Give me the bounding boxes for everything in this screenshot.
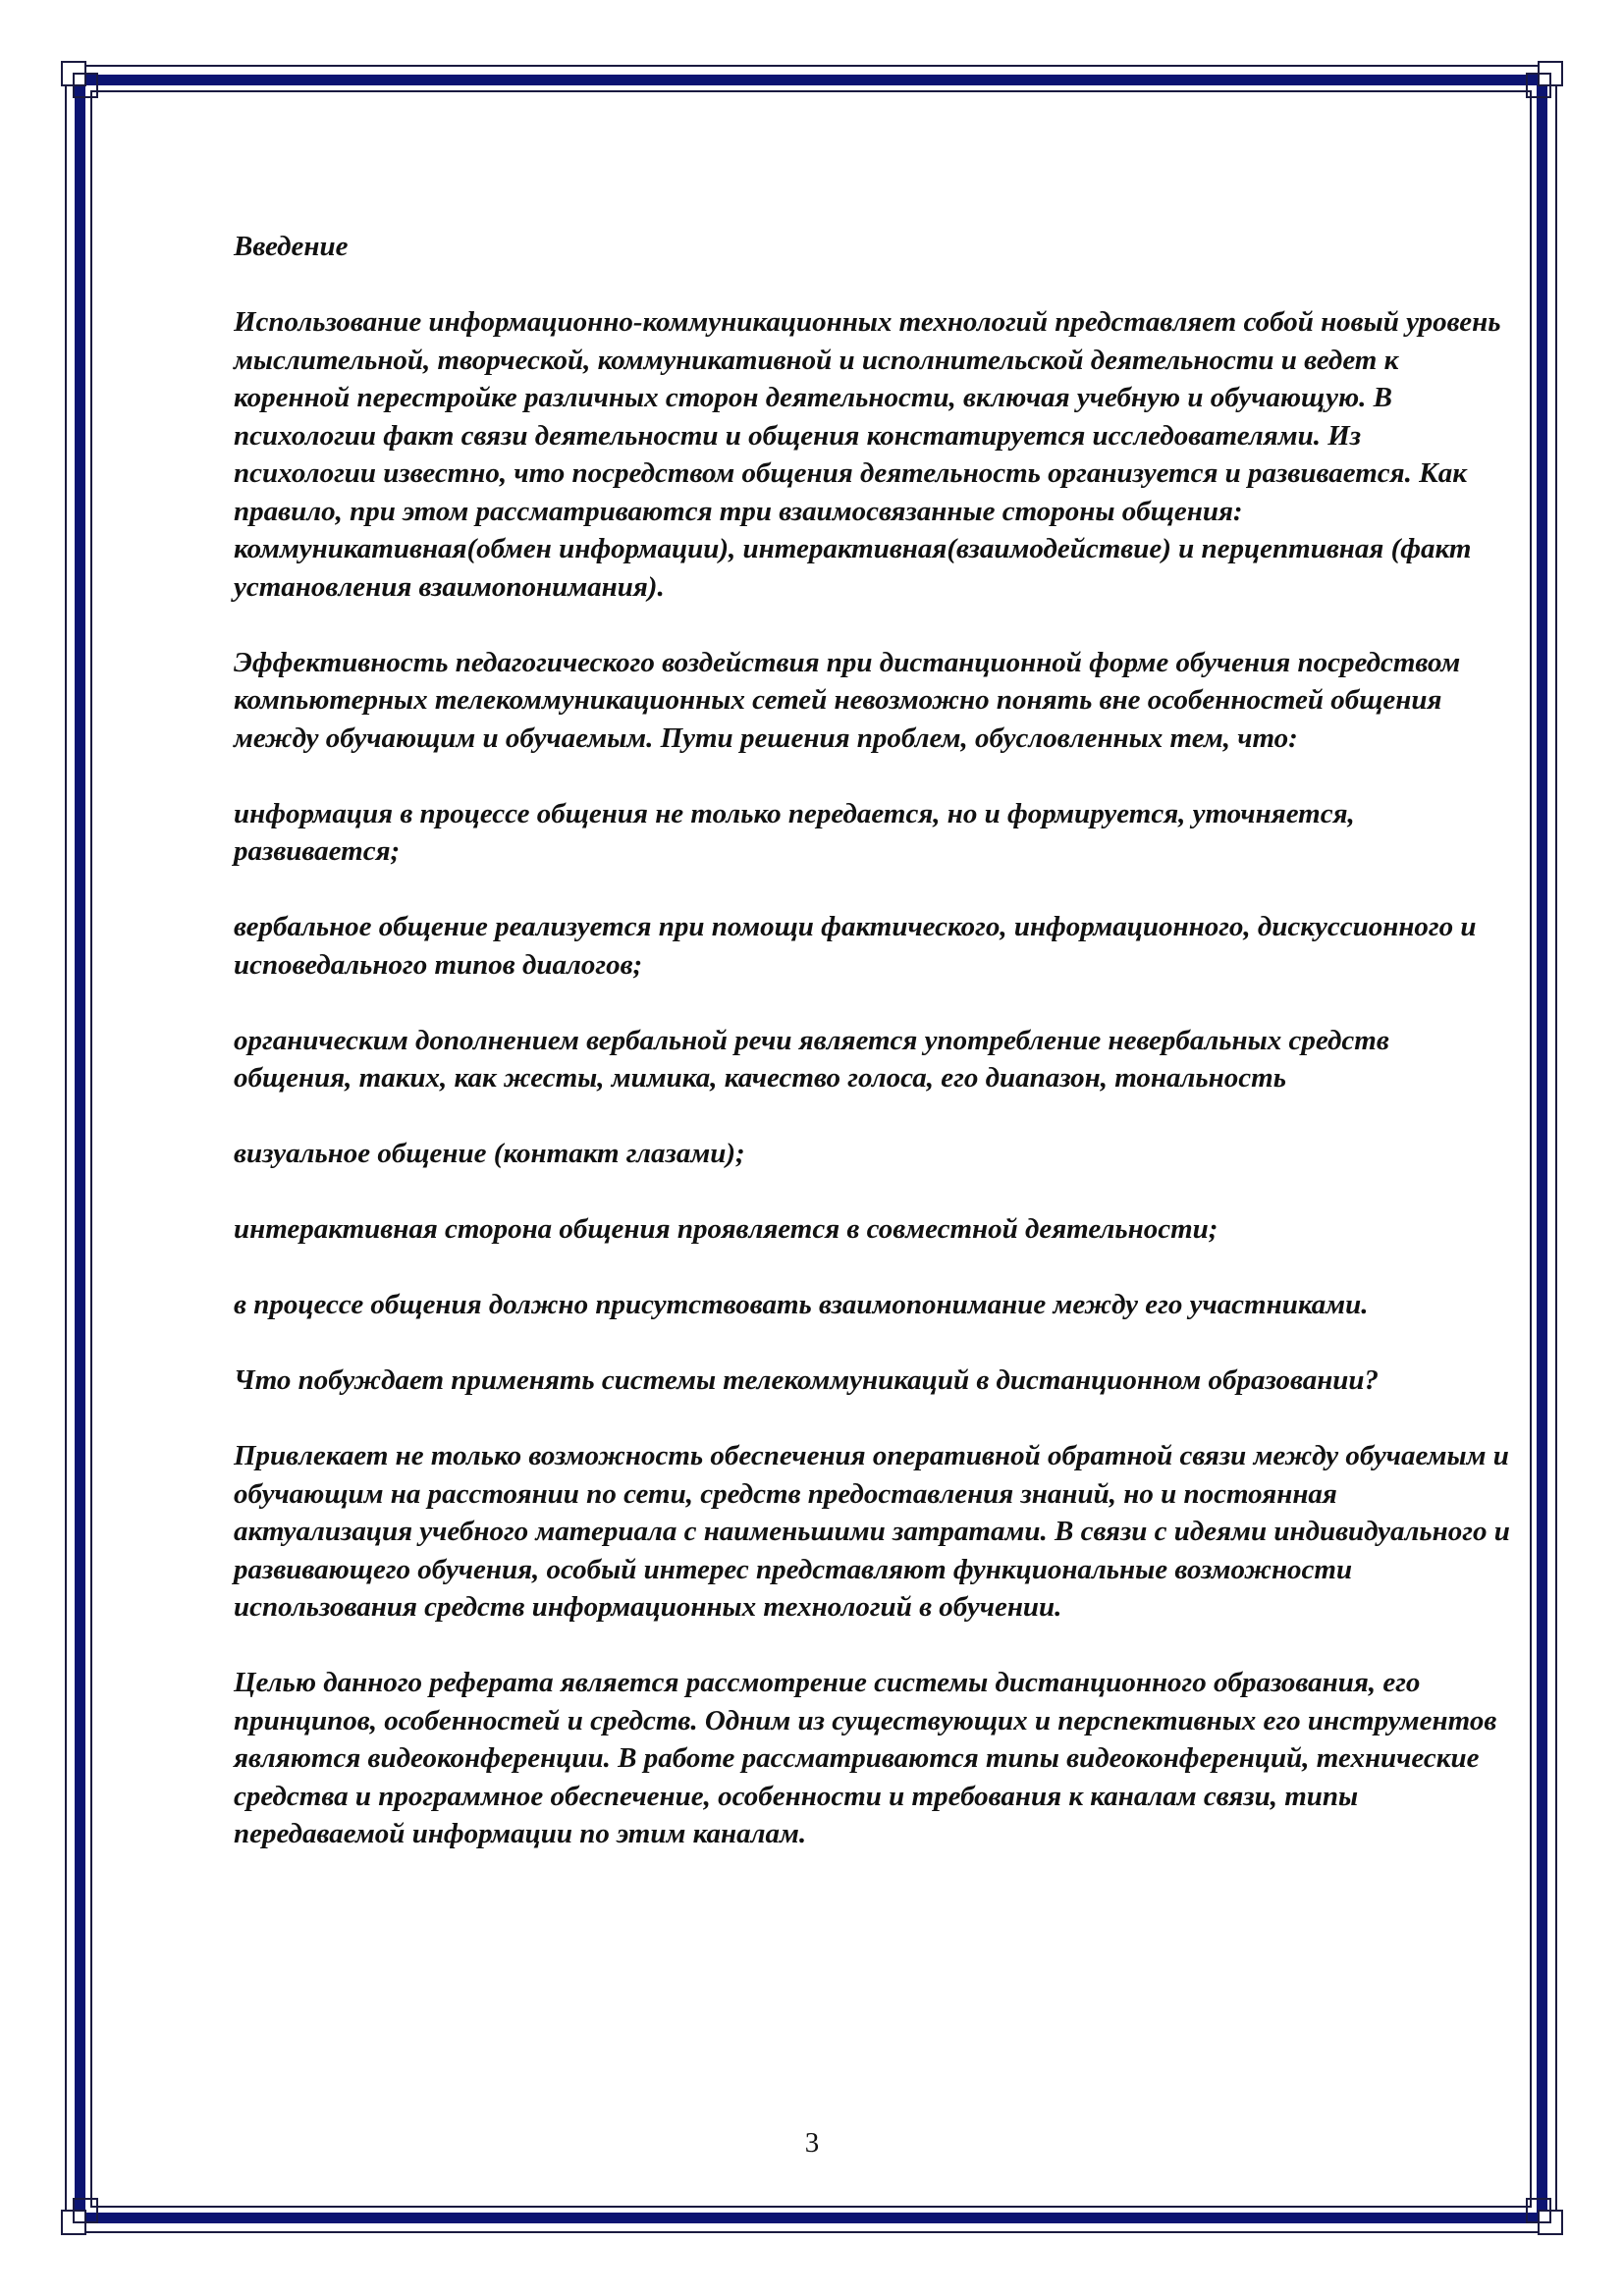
border-corner-ornament [61, 2198, 98, 2235]
border-corner-ornament [1526, 2198, 1563, 2235]
list-item: вербальное общение реализуется при помощи фактического, информационного, дискуссионного и исповедального типов диалогов; [234, 911, 1477, 981]
paragraph-goal: Целью данного реферата является рассмотрение системы дистанционного образования, его принципов, особенностей и средств. Одним из существующих и перспективных его инструментов являются видеоконференции. В работе рассматриваются типы видеоконференций, технические средства и программное обеспечение, особенности и требования к каналам связи, типы передаваемой информации по этим каналам. [234, 1667, 1497, 1849]
page-number: 3 [804, 2127, 820, 2159]
list-item: визуальное общение (контакт глазами); [234, 1138, 745, 1169]
paragraph-answer: Привлекает не только возможность обеспечения оперативной обратной связи между обучаемым и обучающим на расстоянии по сети, средств предоставления знаний, но и постоянная актуализация учебного материала с наименьшими затратами. В связи с идеями индивидуального и развивающего обучения, особый интерес представляют функциональные возможности использования средств информационных технологий в обучении. [234, 1440, 1510, 1623]
list-item: в процессе общения должно присутствовать взаимопонимание между его участниками. [234, 1289, 1369, 1320]
paragraph-question: Что побуждает применять системы телекоммуникаций в дистанционном образовании? [234, 1364, 1380, 1396]
section-title: Введение [234, 231, 349, 262]
document-body [234, 228, 1510, 1891]
border-corner-ornament [61, 61, 98, 98]
border-corner-ornament [1526, 61, 1563, 98]
list-item: информация в процессе общения не только передается, но и формируется, уточняется, развивается; [234, 797, 1355, 867]
paragraph-intro: Использование информационно-коммуникационных технологий представляет собой новый уровень мыслительной, творческой, коммуникативной и исполнительской деятельности и ведет к коренной перестройке различных сторон деятельности, включая учебную и обучающую. В психологии факт связи деятельности и общения констатируется исследователями. Из психологии известно, что посредством общения деятельность организуется и развивается. Как правило, при этом рассматриваются три взаимосвязанные стороны общения: коммуникативная(обмен информации), интерактивная(взаимодействие) и перцептивная (факт установления взаимопонимания). [234, 306, 1501, 603]
list-item: интерактивная сторона общения проявляется в совместной деятельности; [234, 1213, 1218, 1245]
paragraph-effectiveness: Эффективность педагогического воздействия при дистанционной форме обучения посредством компьютерных телекоммуникационных сетей невозможно понять вне особенностей общения между обучающим и обучаемым. Пути решения проблем, обусловленных тем, что: [234, 646, 1461, 754]
list-item: органическим дополнением вербальной речи является употребление невербальных средств общения, таких, как жесты, мимика, качество голоса, его диапазон, тональность [234, 1024, 1389, 1094]
